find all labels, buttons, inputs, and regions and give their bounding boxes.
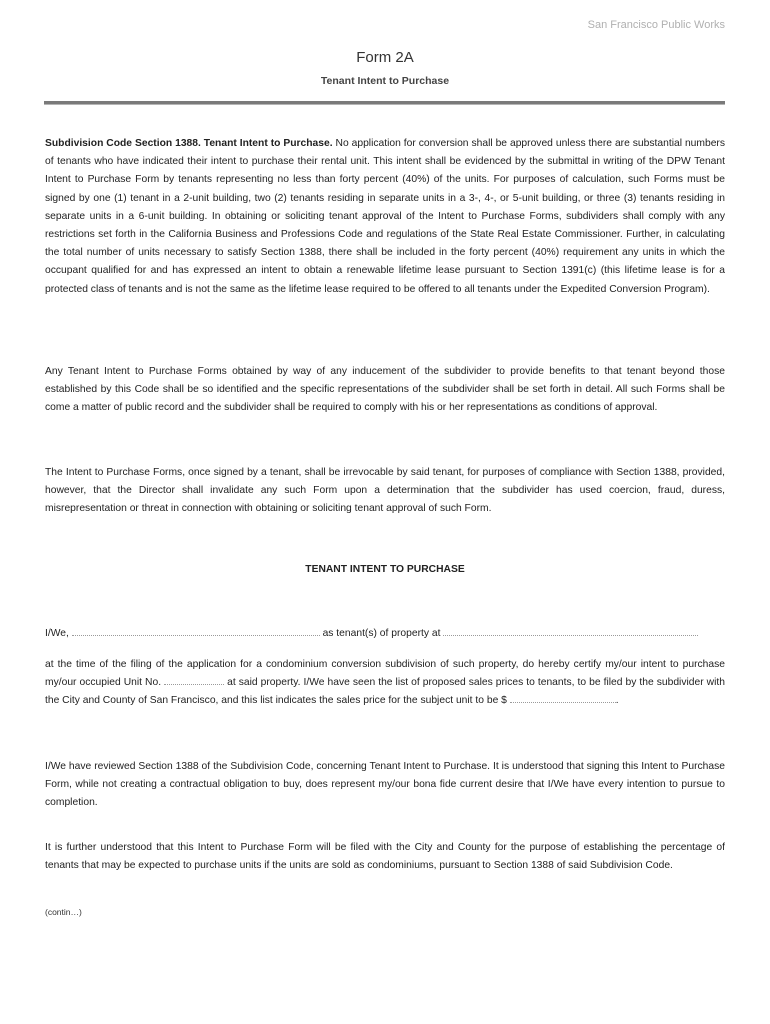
- continued-note: (contin…): [45, 907, 82, 917]
- tenant-of-label: as tenant(s) of property at: [319, 628, 444, 639]
- certification-paragraph: [45, 656, 725, 711]
- form-title: Form 2A: [356, 49, 414, 66]
- certification-text-b: at said property. I/We have seen the list of proposed sales prices to tenants, to be filed by the subdivider with the City and County of San Francisco, and this list indicates the sales price for the subject unit to be $: [45, 677, 725, 707]
- section-1388-paragraph: [45, 135, 725, 299]
- irrevocable-paragraph: The Intent to Purchase Forms, once signed by a tenant, shall be irrevocable by said tenant, for purposes of compliance with Section 1388, provided, however, that the Director shall invalidate any such Form upon a determination that the subdivider has used coercion, fraud, duress, misrepresentation or threat in connection with obtaining or soliciting tenant approval of such Form.: [45, 467, 725, 515]
- reviewed-paragraph: I/We have reviewed Section 1388 of the Subdivision Code, concerning Tenant Intent to Purchase. It is understood that signing this Intent to Purchase Form, while not creating a contractual obligation to buy, does represent my/our bona fide current desire that I/We have every intention to pursue to completion.: [45, 761, 725, 809]
- iwe-label: I/We,: [45, 628, 72, 639]
- form-subtitle: Tenant Intent to Purchase: [320, 75, 450, 87]
- filing-paragraph: It is further understood that this Intent to Purchase Form will be filed with the City and County for the purpose of establishing the percentage of tenants that may be expected to purchase units if the units are sold as condominiums, pursuant to Section 1388 of said Subdivision Code.: [45, 842, 725, 872]
- certification-text-c: .: [615, 695, 619, 707]
- property-address-field[interactable]: [443, 625, 698, 636]
- unit-number-field[interactable]: [164, 674, 224, 685]
- tenant-name-row: [45, 625, 725, 643]
- certification-text-a: at the time of the filing of the application for a condominium conversion subdivision of such property, do hereby certify my/our intent to purchase my/our occupied Unit No.: [45, 659, 725, 689]
- section-1388-heading: Subdivision Code Section 1388. Tenant Intent to Purchase.: [45, 138, 333, 149]
- tenant-name-field[interactable]: [72, 625, 320, 636]
- inducement-paragraph: Any Tenant Intent to Purchase Forms obtained by way of any inducement of the subdivider to provide benefits to that tenant beyond those established by this Code shall be so identified and the specific representations of the subdivider shall be set forth in detail. All such Forms shall be come a matter of public record and the subdivider shall be required to comply with his or her representations as conditions of approval.: [45, 366, 725, 414]
- header-divider: [44, 101, 725, 105]
- sales-price-field[interactable]: [510, 692, 616, 703]
- section-1388-body: No application for conversion shall be approved unless there are substantial numbers of tenants who have indicated their intent to purchase their rental unit. This intent shall be evidenced by the submittal in writing of the DPW Tenant Intent to Purchase Form by tenants representing no less than forty percent (40%) of the units. For purposes of calculation, such Forms must be signed by one (1) tenant in a 2-unit building, two (2) tenants residing in separate units in a 3-, 4-, or 5-unit building, or three (3) tenants residing in separate units in a 6-unit building. In obtaining or soliciting tenant approval of the Intent to Purchase Forms, subdividers shall comply with any restrictions set forth in the California Business and Professions Code and regulations of the State Real Estate Commissioner. Further, in calculating the total number of units necessary to satisfy Section 1388, there shall be included in the forty percent (40%) requirement any units in which the occupant qualified for and has expressed an intent to obtain a renewable lifetime lease pursuant to Section 1391(c) (this lifetime lease is for a protected class of tenants and is not the same as the lifetime lease required to be offered to all tenants under the Expedited Conversion Program).: [45, 138, 726, 295]
- agency-name: San Francisco Public Works: [587, 19, 725, 31]
- tenant-intent-heading: TENANT INTENT TO PURCHASE: [305, 564, 465, 575]
